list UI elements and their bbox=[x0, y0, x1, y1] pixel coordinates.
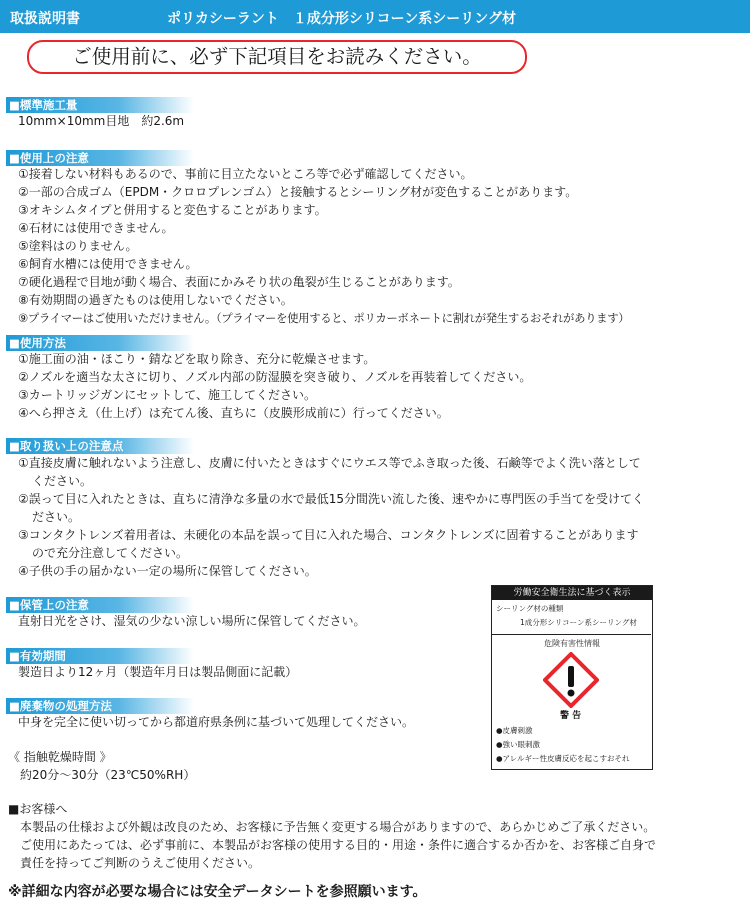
handling-line: ②誤って目に入れたときは、直ちに清浄な多量の水で最低15分間洗い流した後、速やかに専門医の手当てを受けてく bbox=[18, 492, 645, 506]
caution-line: ①接着しない材料もあるので、事前に目立たないところ等で必ず確認してください。 bbox=[18, 167, 473, 181]
hazard-item: ●アレルギー性皮膚反応を起こすおそれ bbox=[496, 754, 630, 763]
standard-line: 10mm×10mm目地 約2.6m bbox=[18, 114, 185, 128]
customer-line: 責任を持ってご判断のうえご使用ください。 bbox=[20, 856, 261, 870]
sds-reference-note: ※詳細な内容が必要な場合には安全データシートを参照願います。 bbox=[8, 884, 427, 900]
caution-line: ⑥飼育水槽には使用できません。 bbox=[18, 257, 198, 271]
usage-line: ③カートリッジガンにセットして、施工してください。 bbox=[18, 388, 317, 402]
caution-line: ⑤塗料はのりません。 bbox=[18, 239, 138, 253]
section-title-usage: ■使用方法 bbox=[6, 335, 194, 351]
usage-line: ④へら押さえ（仕上げ）は充てん後、直ちに（皮膜形成前に）行ってください。 bbox=[18, 406, 449, 420]
divider bbox=[492, 634, 651, 635]
caution-line: ⑦硬化過程で目地が動く場合、表面にかみそり状の亀裂が生じることがあります。 bbox=[18, 275, 460, 289]
handling-line: ださい。 bbox=[32, 510, 81, 524]
sealant-type-label: シーリング材の種類 bbox=[496, 604, 564, 613]
usage-line: ①施工面の油・ほこり・錆などを取り除き、充分に乾燥させます。 bbox=[18, 352, 376, 366]
disposal-line: 中身を完全に使い切ってから都道府県条例に基づいて処理してください。 bbox=[18, 715, 415, 729]
caution-line: ④石材には使用できません。 bbox=[18, 221, 174, 235]
drying-time-value: 約20分～30分（23℃50%RH） bbox=[20, 768, 196, 782]
caution-line: ②一部の合成ゴム（EPDM・クロロプレンゴム）と接触するとシーリング材が変色することがあります。 bbox=[18, 185, 578, 199]
signal-word: 警 告 bbox=[560, 711, 582, 721]
section-title-caution: ■使用上の注意 bbox=[6, 150, 194, 166]
customer-line: 本製品の仕様および外観は改良のため、お客様に予告無く変更する場合がありますので、あらかじめご了承ください。 bbox=[20, 820, 656, 834]
expiry-line: 製造日より12ヶ月（製造年月日は製品側面に記載） bbox=[18, 665, 298, 679]
safety-label-box bbox=[491, 585, 653, 770]
caution-line: ⑧有効期間の過ぎたものは使用しないでください。 bbox=[18, 293, 293, 307]
section-title-standard: ■標準施工量 bbox=[6, 97, 194, 113]
section-title-expiry: ■有効期間 bbox=[6, 648, 194, 664]
customer-title: ■お客様へ bbox=[8, 802, 68, 816]
exclamation-mark-pictogram-icon bbox=[543, 652, 599, 708]
sealant-type-value: 1成分形シリコーン系シーリング材 bbox=[520, 618, 637, 627]
document-type-label: 取扱説明書 bbox=[10, 11, 80, 27]
hazard-item: ●皮膚刺激 bbox=[496, 726, 533, 735]
usage-line: ②ノズルを適当な太さに切り、ノズル内部の防湿膜を突き破り、ノズルを再装着してください。 bbox=[18, 370, 532, 384]
drying-time-title: 《 指触乾燥時間 》 bbox=[8, 750, 112, 764]
safety-label-header: 労働安全衛生法に基づく表示 bbox=[492, 586, 652, 600]
hazard-item: ●強い眼刺激 bbox=[496, 740, 541, 749]
caution-line: ⑨プライマーはご使用いただけません。（プライマーを使用すると、ポリカーボネートに割れが発生するおそれがあります） bbox=[18, 311, 630, 325]
hazard-info-title: 危険有害性情報 bbox=[544, 639, 600, 648]
section-title-handling: ■取り扱い上の注意点 bbox=[6, 438, 194, 454]
caution-line: ③オキシムタイプと併用すると変色することがあります。 bbox=[18, 203, 327, 217]
customer-line: ご使用にあたっては、必ず事前に、本製品がお客様の使用する目的・用途・条件に適合するか否かを、お客様ご自身で bbox=[20, 838, 657, 852]
storage-line: 直射日光をさけ、湿気の少ない涼しい場所に保管してください。 bbox=[18, 614, 366, 628]
read-before-use-notice: ご使用前に、必ず下記項目をお読みください。 bbox=[27, 40, 527, 74]
header-bar bbox=[0, 0, 750, 33]
handling-line: ①直接皮膚に触れないよう注意し、皮膚に付いたときはすぐにウエス等でふき取った後、石鹸等でよく洗い落として bbox=[18, 456, 641, 470]
section-title-disposal: ■廃棄物の処理方法 bbox=[6, 698, 194, 714]
product-title: ポリカシーラント １成分形シリコーン系シーリング材 bbox=[167, 11, 517, 27]
section-title-storage: ■保管上の注意 bbox=[6, 597, 194, 613]
handling-line: ④子供の手の届かない一定の場所に保管してください。 bbox=[18, 564, 317, 578]
handling-line: ください。 bbox=[32, 474, 93, 488]
handling-line: ③コンタクトレンズ着用者は、未硬化の本品を誤って目に入れた場合、コンタクトレンズに固着することがあります bbox=[18, 528, 639, 542]
handling-line: ので充分注意してください。 bbox=[32, 546, 189, 560]
